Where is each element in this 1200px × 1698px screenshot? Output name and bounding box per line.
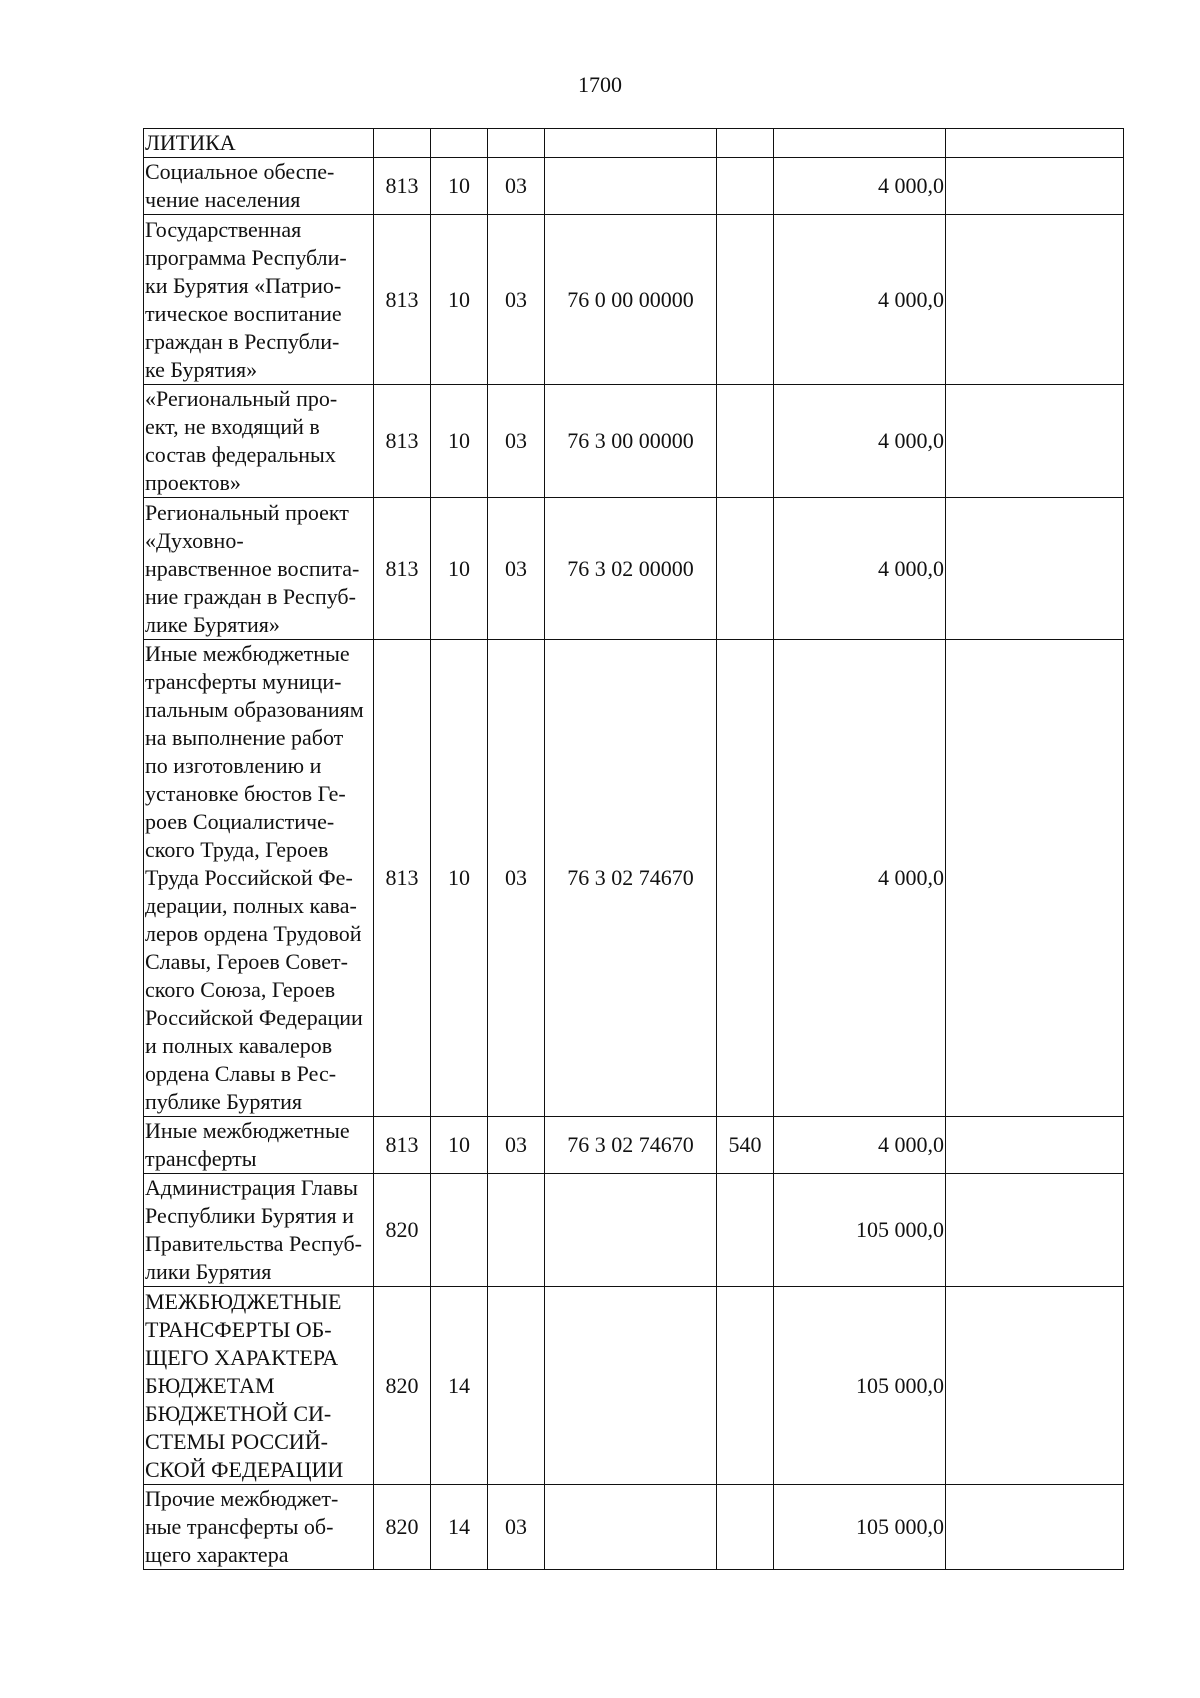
- ministry-code-cell: 820: [374, 1485, 431, 1570]
- target-article-cell: 76 0 00 00000: [545, 215, 717, 385]
- extra-column-cell: [946, 1287, 1124, 1485]
- ministry-code-cell: 820: [374, 1287, 431, 1485]
- row-name-cell: ЛИТИКА: [144, 129, 374, 158]
- extra-column-cell: [946, 1117, 1124, 1174]
- subsection-code-cell: 03: [488, 640, 545, 1117]
- ministry-code-cell: 813: [374, 158, 431, 215]
- amount-cell: 105 000,0: [774, 1174, 946, 1287]
- ministry-code-cell: [374, 129, 431, 158]
- target-article-cell: 76 3 02 00000: [545, 498, 717, 640]
- target-article-cell: 76 3 02 74670: [545, 640, 717, 1117]
- section-code-cell: 14: [431, 1485, 488, 1570]
- expense-type-cell: [717, 129, 774, 158]
- row-name-cell: Администрация Главы Республики Бурятия и Правительства Респуб- лики Бурятия: [144, 1174, 374, 1287]
- table-row: [144, 1174, 1124, 1287]
- amount-cell: 105 000,0: [774, 1485, 946, 1570]
- expense-type-cell: [717, 1174, 774, 1287]
- section-code-cell: 10: [431, 1117, 488, 1174]
- expense-type-cell: 540: [717, 1117, 774, 1174]
- page-number: 1700: [578, 72, 622, 97]
- expense-type-cell: [717, 1485, 774, 1570]
- extra-column-cell: [946, 385, 1124, 498]
- table-row: [144, 1117, 1124, 1174]
- row-name-cell: Региональный проект «Духовно- нравственное воспита- ние граждан в Респуб- лике Бурятия»: [144, 498, 374, 640]
- row-name-cell: «Региональный про- ект, не входящий в состав федеральных проектов»: [144, 385, 374, 498]
- subsection-code-cell: 03: [488, 158, 545, 215]
- table-row: [144, 1485, 1124, 1570]
- amount-cell: [774, 129, 946, 158]
- amount-cell: 105 000,0: [774, 1287, 946, 1485]
- amount-cell: 4 000,0: [774, 215, 946, 385]
- row-name-cell: Иные межбюджетные трансферты муници- пальным образованиям на выполнение работ по изготовлению и установке бюстов Ге- роев Социалистиче- ского Труда, Героев Труда Российской Фе- дерации, полных кава- леров ордена Трудовой Славы, Героев Совет- ского Союза, Героев Российской Федерации и полных кавалеров ордена Славы в Рес- публике Бурятия: [144, 640, 374, 1117]
- ministry-code-cell: 813: [374, 215, 431, 385]
- target-article-cell: [545, 129, 717, 158]
- table-row: [144, 385, 1124, 498]
- extra-column-cell: [946, 640, 1124, 1117]
- subsection-code-cell: 03: [488, 1485, 545, 1570]
- target-article-cell: [545, 1174, 717, 1287]
- expense-type-cell: [717, 1287, 774, 1485]
- expense-type-cell: [717, 498, 774, 640]
- subsection-code-cell: [488, 129, 545, 158]
- table-body: [144, 129, 1124, 1570]
- section-code-cell: 10: [431, 215, 488, 385]
- expense-type-cell: [717, 640, 774, 1117]
- expense-type-cell: [717, 158, 774, 215]
- section-code-cell: 14: [431, 1287, 488, 1485]
- subsection-code-cell: 03: [488, 215, 545, 385]
- expense-type-cell: [717, 385, 774, 498]
- section-code-cell: 10: [431, 498, 488, 640]
- ministry-code-cell: 820: [374, 1174, 431, 1287]
- target-article-cell: [545, 1287, 717, 1485]
- table-row: [144, 1287, 1124, 1485]
- budget-table: [143, 128, 1124, 1570]
- section-code-cell: [431, 1174, 488, 1287]
- amount-cell: 4 000,0: [774, 498, 946, 640]
- table-row: [144, 129, 1124, 158]
- subsection-code-cell: 03: [488, 1117, 545, 1174]
- extra-column-cell: [946, 498, 1124, 640]
- row-name-cell: МЕЖБЮДЖЕТНЫЕ ТРАНСФЕРТЫ ОБ- ЩЕГО ХАРАКТЕРА БЮДЖЕТАМ БЮДЖЕТНОЙ СИ- СТЕМЫ РОССИЙ- СКОЙ ФЕДЕРАЦИИ: [144, 1287, 374, 1485]
- row-name-cell: Иные межбюджетные трансферты: [144, 1117, 374, 1174]
- section-code-cell: 10: [431, 385, 488, 498]
- row-name-cell: Прочие межбюджет- ные трансферты об- щего характера: [144, 1485, 374, 1570]
- row-name-cell: Социальное обеспе- чение населения: [144, 158, 374, 215]
- amount-cell: 4 000,0: [774, 158, 946, 215]
- target-article-cell: 76 3 02 74670: [545, 1117, 717, 1174]
- extra-column-cell: [946, 1174, 1124, 1287]
- row-name-cell: Государственная программа Республи- ки Бурятия «Патрио- тическое воспитание граждан в Республи- ке Бурятия»: [144, 215, 374, 385]
- target-article-cell: 76 3 00 00000: [545, 385, 717, 498]
- subsection-code-cell: [488, 1287, 545, 1485]
- ministry-code-cell: 813: [374, 498, 431, 640]
- table-row: [144, 640, 1124, 1117]
- section-code-cell: 10: [431, 640, 488, 1117]
- target-article-cell: [545, 1485, 717, 1570]
- table-row: [144, 498, 1124, 640]
- extra-column-cell: [946, 129, 1124, 158]
- subsection-code-cell: 03: [488, 385, 545, 498]
- ministry-code-cell: 813: [374, 1117, 431, 1174]
- expense-type-cell: [717, 215, 774, 385]
- target-article-cell: [545, 158, 717, 215]
- ministry-code-cell: 813: [374, 385, 431, 498]
- subsection-code-cell: [488, 1174, 545, 1287]
- amount-cell: 4 000,0: [774, 385, 946, 498]
- table-row: [144, 158, 1124, 215]
- amount-cell: 4 000,0: [774, 1117, 946, 1174]
- subsection-code-cell: 03: [488, 498, 545, 640]
- extra-column-cell: [946, 1485, 1124, 1570]
- extra-column-cell: [946, 158, 1124, 215]
- section-code-cell: 10: [431, 158, 488, 215]
- section-code-cell: [431, 129, 488, 158]
- amount-cell: 4 000,0: [774, 640, 946, 1117]
- extra-column-cell: [946, 215, 1124, 385]
- table-row: [144, 215, 1124, 385]
- ministry-code-cell: 813: [374, 640, 431, 1117]
